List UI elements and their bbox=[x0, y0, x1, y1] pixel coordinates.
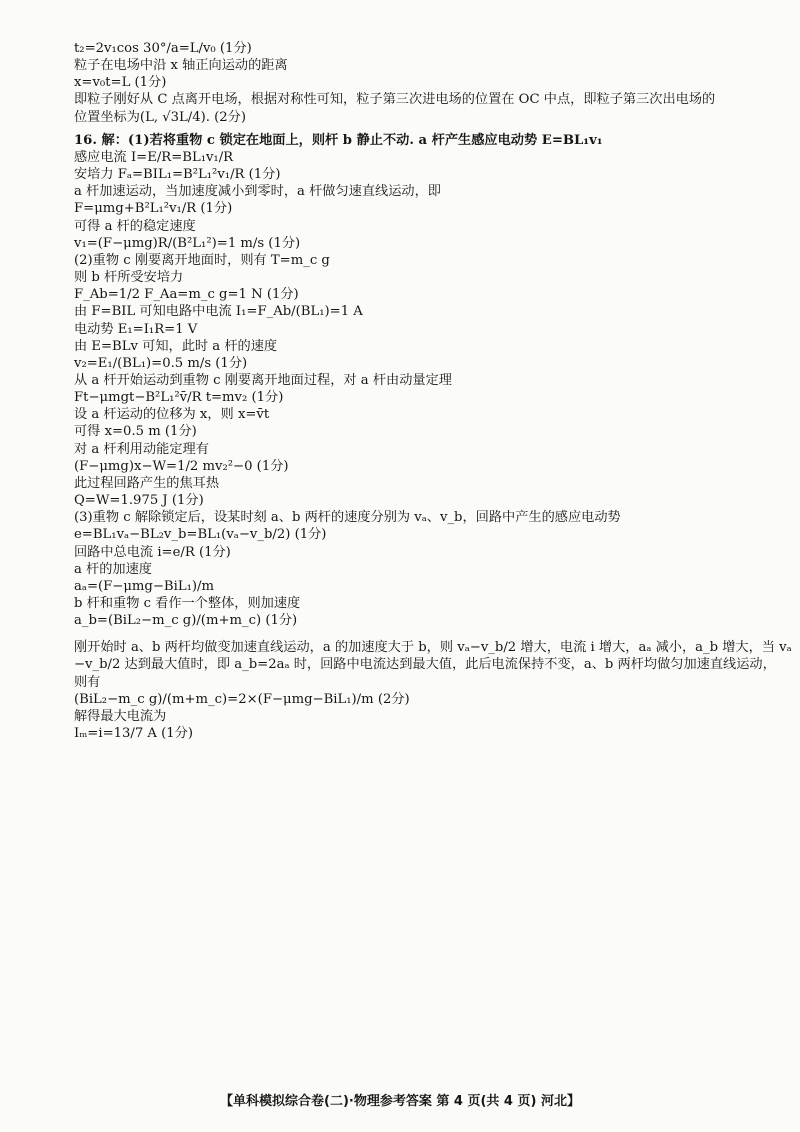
text-line: b 杆和重物 c 看作一个整体，则加速度 bbox=[74, 596, 301, 611]
text-line: x=v₀t=L (1分) bbox=[74, 75, 167, 91]
text-line: (BiL₂−m_c g)/(m+m_c)=2×(F−μmg−BiL₁)/m (2分) bbox=[74, 691, 410, 707]
text-line: 则 b 杆所受安培力 bbox=[74, 270, 184, 286]
text-line: a 杆加速运动，当加速度减小到零时，a 杆做匀速直线运动，即 bbox=[74, 184, 441, 200]
text-line: F=μmg+B²L₁²v₁/R (1分) bbox=[74, 201, 233, 217]
page-footer: 【单科模拟综合卷(二)·物理参考答案 第 4 页(共 4 页) 河北】 bbox=[220, 1094, 580, 1109]
text-line: 刚开始时 a、b 两杆均做变加速直线运动，a 的加速度大于 b，则 vₐ−v_b/2 增大，电流 i 增大，aₐ 减小，a_b 增大，当 vₐ bbox=[74, 640, 792, 656]
text-line: −v_b/2 达到最大值时，即 a_b=2aₐ 时，回路中电流达到最大值，此后电流保持不变，a、b 两杆均做匀加速直线运动， bbox=[74, 657, 776, 673]
text-line: (F−μmg)x−W=1/2 mv₂²−0 (1分) bbox=[74, 458, 289, 474]
text-line: Q=W=1.975 J (1分) bbox=[74, 493, 204, 509]
text-line: 由 F=BIL 可知电路中电流 I₁=F_Ab/(BL₁)=1 A bbox=[74, 304, 363, 320]
text-line: 解得最大电流为 bbox=[74, 708, 167, 724]
text-line: 回路中总电流 i=e/R (1分) bbox=[74, 544, 231, 560]
question-16-heading: 16. 解：(1)若将重物 c 锁定在地面上，则杆 b 静止不动. a 杆产生感应电动势 E=BL₁v₁ bbox=[74, 132, 603, 148]
text-line: v₂=E₁/(BL₁)=0.5 m/s (1分) bbox=[74, 355, 248, 371]
text-line: Ft−μmgt−B²L₁²v̄/R t=mv₂ (1分) bbox=[74, 390, 284, 406]
text-line: 电动势 E₁=I₁R=1 V bbox=[74, 321, 198, 337]
text-line: v₁=(F−μmg)R/(B²L₁²)=1 m/s (1分) bbox=[74, 235, 301, 251]
text-line: 粒子在电场中沿 x 轴正向运动的距离 bbox=[74, 58, 288, 74]
text-line: 由 E=BLv 可知，此时 a 杆的速度 bbox=[74, 338, 278, 354]
text-line: (2)重物 c 刚要离开地面时，则有 T=m_c g bbox=[74, 252, 330, 268]
text-line: F_Ab=1/2 F_Aa=m_c g=1 N (1分) bbox=[74, 287, 299, 303]
text-line: a_b=(BiL₂−m_c g)/(m+m_c) (1分) bbox=[74, 613, 298, 629]
text-line: 可得 a 杆的稳定速度 bbox=[74, 218, 196, 234]
text-line: 则有 bbox=[74, 674, 101, 690]
text-line: a 杆的加速度 bbox=[74, 561, 152, 577]
text-line: 对 a 杆利用动能定理有 bbox=[74, 441, 209, 457]
text-line: 设 a 杆运动的位移为 x，则 x=v̄t bbox=[74, 407, 270, 423]
text-line: 从 a 杆开始运动到重物 c 刚要离开地面过程，对 a 杆由动量定理 bbox=[74, 372, 452, 388]
text-line: 安培力 Fₐ=BIL₁=B²L₁²v₁/R (1分) bbox=[74, 167, 281, 183]
text-line: Iₘ=i=13/7 A (1分) bbox=[74, 726, 194, 742]
text-line: t₂=2v₁cos 30°/a=L/v₀ (1分) bbox=[74, 41, 252, 56]
text-line: 感应电流 I=E/R=BL₁v₁/R bbox=[74, 149, 234, 165]
text-line: aₐ=(F−μmg−BiL₁)/m bbox=[74, 578, 214, 594]
solution-body bbox=[74, 40, 792, 742]
text-line: 位置坐标为(L, √3L/4). (2分) bbox=[74, 109, 247, 125]
text-line: 即粒子刚好从 C 点离开电场，根据对称性可知，粒子第三次进电场的位置在 OC 中点，即粒子第三次出电场的 bbox=[74, 92, 716, 108]
text-line: 可得 x=0.5 m (1分) bbox=[74, 424, 197, 440]
text-line: e=BL₁vₐ−BL₂v_b=BL₁(vₐ−v_b/2) (1分) bbox=[74, 527, 327, 543]
text-line: (3)重物 c 解除锁定后，设某时刻 a、b 两杆的速度分别为 vₐ、v_b，回路中产生的感应电动势 bbox=[74, 510, 621, 526]
text-line: 此过程回路产生的焦耳热 bbox=[74, 475, 220, 491]
